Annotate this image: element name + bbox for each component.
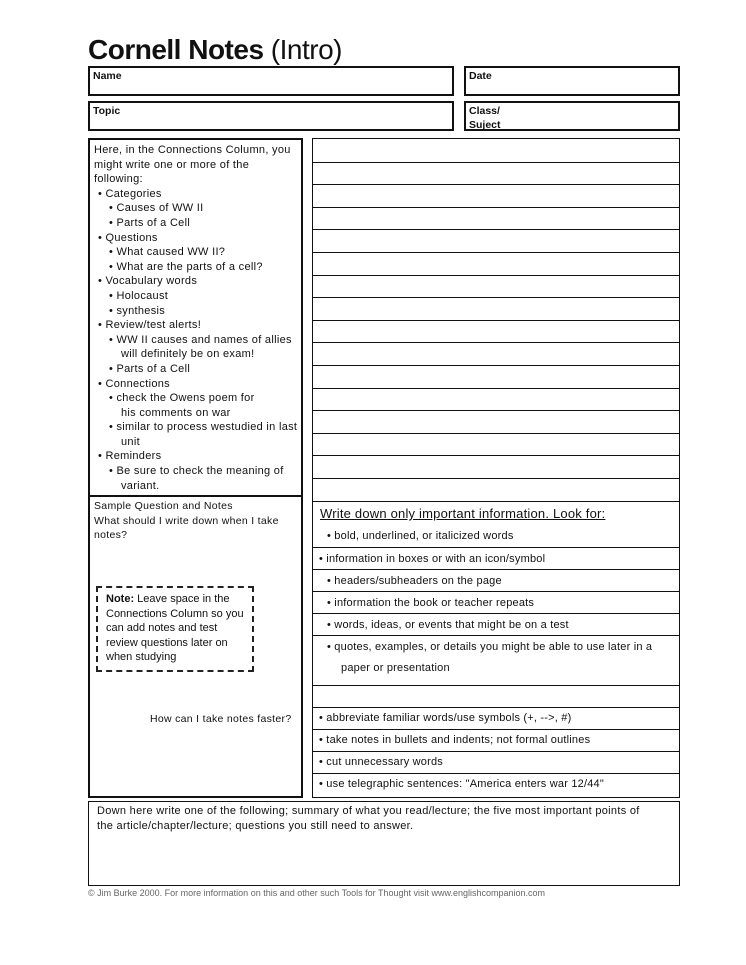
summary-box[interactable] — [88, 801, 680, 886]
connections-line: Here, in the Connections Column, you — [94, 144, 291, 156]
connections-line: • Causes of WW II — [109, 202, 204, 215]
ruled-line — [313, 410, 679, 411]
sample-question-line1: What should I write down when I take — [94, 514, 279, 527]
faster-3: • cut unnecessary words — [319, 756, 444, 768]
look-for-row-2 — [313, 547, 679, 565]
look-for-1: • bold, underlined, or italicized words — [327, 530, 514, 542]
faster-row-1 — [313, 707, 679, 724]
connections-line: might write one or more of the — [94, 158, 250, 171]
connections-line: • check the Owens poem for — [109, 392, 255, 405]
look-for-row-6 — [313, 635, 679, 653]
look-for-row-5 — [313, 613, 679, 631]
look-for-continuation: paper or presentation — [341, 662, 450, 674]
connections-line: • Questions — [98, 231, 158, 244]
class-label: Class/ Suject — [469, 105, 501, 131]
page-title — [88, 34, 342, 66]
sample-question-line2: notes? — [94, 529, 128, 542]
note-bold: Note: — [106, 593, 135, 605]
connections-line: • Parts of a Cell — [109, 216, 191, 229]
topic-field[interactable] — [88, 101, 454, 131]
faster-question: How can I take notes faster? — [150, 713, 292, 725]
note-line2: Connections Column so you — [106, 607, 244, 620]
connections-line: will definitely be on exam! — [121, 348, 255, 361]
connections-line: • WW II causes and names of allies — [109, 333, 292, 346]
connections-line: • What are the parts of a cell? — [109, 260, 263, 273]
look-for-4: • information the book or teacher repeats — [327, 597, 535, 609]
title-bold: Cornell Notes — [88, 34, 264, 65]
ruled-line — [313, 478, 679, 479]
ruled-line — [313, 297, 679, 298]
connections-line: variant. — [121, 479, 160, 492]
look-for-6: • quotes, examples, or details you might be able to use later in a — [327, 641, 653, 653]
note-line4: review questions later on — [106, 636, 228, 649]
connections-line: • Holocaust — [109, 289, 169, 302]
topic-label: Topic — [93, 105, 121, 117]
notes-heading-row — [313, 501, 679, 521]
look-for-2: • information in boxes or with an icon/symbol — [319, 553, 546, 565]
connections-column — [88, 138, 303, 497]
faster-2: • take notes in bullets and indents; not formal outlines — [319, 734, 591, 746]
name-label: Name — [93, 70, 122, 82]
sample-heading: Sample Question and Notes — [94, 500, 233, 512]
notes-heading: Write down only important information. Look for: — [320, 506, 606, 521]
connections-line: • Categories — [98, 187, 162, 200]
summary-line2: the article/chapter/lecture; questions you still need to answer. — [97, 819, 414, 832]
ruled-line — [313, 252, 679, 253]
ruled-line — [313, 388, 679, 389]
connections-line: • What caused WW II? — [109, 246, 226, 259]
connections-line: • similar to process westudied in last — [109, 421, 298, 434]
connections-line: • Be sure to check the meaning of — [109, 465, 284, 478]
ruled-line — [313, 320, 679, 321]
faster-1: • abbreviate familiar words/use symbols (+, -->, #) — [319, 712, 572, 724]
ruled-line — [313, 275, 679, 276]
ruled-line — [313, 162, 679, 163]
ruled-line — [313, 342, 679, 343]
look-for-3: • headers/subheaders on the page — [327, 575, 502, 587]
connections-line: unit — [121, 435, 140, 448]
class-subject-field[interactable] — [464, 101, 680, 131]
footer-credit: © Jim Burke 2000. For more information on this and other such Tools for Thought visit www.englishcompanion.com — [88, 888, 546, 898]
connections-line: • Reminders — [98, 450, 162, 463]
date-label: Date — [469, 70, 492, 82]
connections-line: • Parts of a Cell — [109, 362, 191, 375]
faster-row-4 — [313, 773, 679, 790]
summary-line1: Down here write one of the following; summary of what you read/lecture; the five most important points of — [97, 805, 640, 817]
look-for-row-3 — [313, 569, 679, 587]
connections-line: his comments on war — [121, 406, 231, 419]
faster-row-3 — [313, 751, 679, 768]
note-box — [96, 586, 254, 672]
look-for-5: • words, ideas, or events that might be on a test — [327, 619, 569, 631]
title-normal: (Intro) — [263, 34, 342, 65]
ruled-line — [313, 207, 679, 208]
faster-row-2 — [313, 729, 679, 746]
ruled-line — [313, 455, 679, 456]
ruled-line — [313, 184, 679, 185]
faster-4: • use telegraphic sentences: "America enters war 12/44" — [319, 778, 604, 790]
blank-row — [313, 685, 679, 686]
note-line3: can add notes and test — [106, 622, 218, 635]
connections-line: • Vocabulary words — [98, 275, 198, 288]
ruled-line — [313, 365, 679, 366]
date-field[interactable] — [464, 66, 680, 96]
connections-line: • Review/test alerts! — [98, 319, 202, 332]
connections-line: • synthesis — [109, 304, 166, 317]
note-line1: Leave space in the — [134, 593, 230, 605]
name-field[interactable] — [88, 66, 454, 96]
ruled-line — [313, 229, 679, 230]
connections-line: • Connections — [98, 377, 170, 390]
notes-column[interactable] — [312, 138, 680, 798]
note-line5: when studying — [106, 651, 177, 664]
look-for-row-4 — [313, 591, 679, 609]
connections-line: following: — [94, 173, 143, 186]
ruled-line — [313, 433, 679, 434]
connections-list — [94, 143, 301, 493]
